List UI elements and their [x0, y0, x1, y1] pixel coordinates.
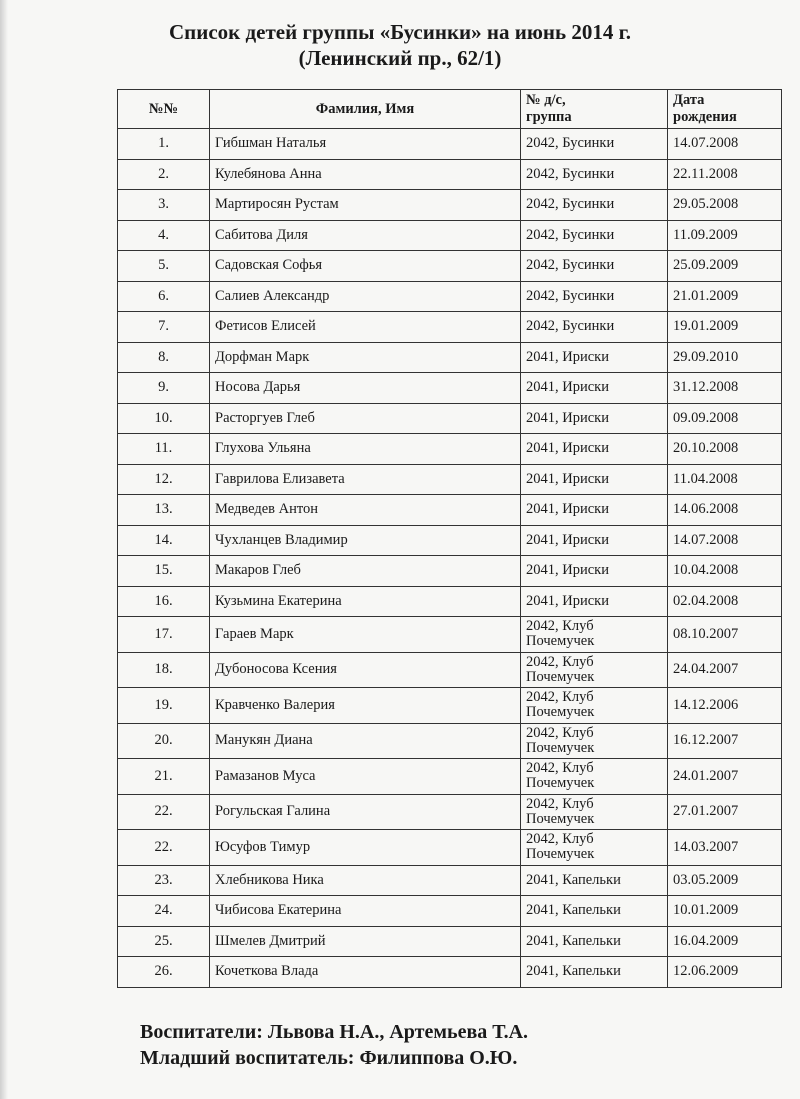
row-number: 13.: [118, 495, 210, 526]
row-number: 3.: [118, 190, 210, 221]
row-number: 20.: [118, 723, 210, 759]
group-line2: Почемучек: [526, 704, 595, 721]
row-number: 4.: [118, 220, 210, 251]
kindergarten-group: 2041, Капельки: [521, 957, 668, 988]
header-group-line1: № д/с,: [526, 92, 566, 108]
table-row: [118, 342, 782, 373]
document-title: Список детей группы «Бусинки» на июнь 2014 г.: [168, 20, 632, 44]
child-name: Гараев Марк: [210, 617, 521, 653]
header-dob-line1: Дата: [673, 92, 705, 108]
table-row: [118, 723, 782, 759]
junior-teacher-line: Младший воспитатель: Филиппова О.Ю.: [140, 1047, 518, 1069]
group-line2: Почемучек: [526, 633, 595, 650]
row-number: 16.: [118, 586, 210, 617]
row-number: 15.: [118, 556, 210, 587]
header-group: [521, 90, 668, 129]
group-line2: Почемучек: [526, 846, 595, 863]
group-line1: 2042, Клуб: [526, 760, 594, 777]
document-address: (Ленинский пр., 62/1): [298, 46, 502, 70]
group-line1: 2042, Клуб: [526, 618, 594, 635]
group-line2: Почемучек: [526, 775, 595, 792]
kindergarten-group: 2041, Ириски: [521, 556, 668, 587]
row-number: 1.: [118, 129, 210, 160]
row-number: 6.: [118, 281, 210, 312]
kindergarten-group: 2041, Капельки: [521, 865, 668, 896]
child-name: Чухланцев Владимир: [210, 525, 521, 556]
child-name: Дорфман Марк: [210, 342, 521, 373]
table-row: [118, 586, 782, 617]
row-number: 19.: [118, 688, 210, 724]
table-row: [118, 830, 782, 866]
row-number: 17.: [118, 617, 210, 653]
child-name: Сабитова Диля: [210, 220, 521, 251]
birth-date: 08.10.2007: [668, 617, 782, 653]
child-name: Садовская Софья: [210, 251, 521, 282]
kindergarten-group: 2041, Ириски: [521, 586, 668, 617]
birth-date: 14.03.2007: [668, 830, 782, 866]
table-row: [118, 556, 782, 587]
header-name: Фамилия, Имя: [210, 90, 521, 129]
table-row: [118, 617, 782, 653]
child-name: Фетисов Елисей: [210, 312, 521, 343]
birth-date: 27.01.2007: [668, 794, 782, 830]
header-group-line2: группа: [526, 109, 572, 125]
table-row: [118, 865, 782, 896]
kindergarten-group: 2042, Бусинки: [521, 190, 668, 221]
row-number: 5.: [118, 251, 210, 282]
birth-date: 24.04.2007: [668, 652, 782, 688]
kindergarten-group: 2042, Бусинки: [521, 159, 668, 190]
table-row: [118, 373, 782, 404]
table-row: [118, 926, 782, 957]
row-number: 21.: [118, 759, 210, 795]
child-name: Рогульская Галина: [210, 794, 521, 830]
kindergarten-group: 2042, Бусинки: [521, 312, 668, 343]
group-line2: Почемучек: [526, 668, 595, 685]
table-row: [118, 190, 782, 221]
birth-date: 31.12.2008: [668, 373, 782, 404]
child-name: Мартиросян Рустам: [210, 190, 521, 221]
row-number: 23.: [118, 865, 210, 896]
birth-date: 14.07.2008: [668, 129, 782, 160]
birth-date: 10.01.2009: [668, 896, 782, 927]
birth-date: 29.09.2010: [668, 342, 782, 373]
row-number: 12.: [118, 464, 210, 495]
kindergarten-group: [521, 688, 668, 724]
row-number: 10.: [118, 403, 210, 434]
kindergarten-group: 2041, Ириски: [521, 495, 668, 526]
birth-date: 14.12.2006: [668, 688, 782, 724]
table-row: [118, 652, 782, 688]
kindergarten-group: [521, 652, 668, 688]
kindergarten-group: 2042, Бусинки: [521, 281, 668, 312]
birth-date: 03.05.2009: [668, 865, 782, 896]
child-name: Кравченко Валерия: [210, 688, 521, 724]
row-number: 14.: [118, 525, 210, 556]
birth-date: 11.04.2008: [668, 464, 782, 495]
table-row: [118, 159, 782, 190]
row-number: 8.: [118, 342, 210, 373]
table-row: [118, 434, 782, 465]
kindergarten-group: 2041, Капельки: [521, 926, 668, 957]
kindergarten-group: 2041, Ириски: [521, 525, 668, 556]
group-line2: Почемучек: [526, 739, 595, 756]
birth-date: 14.07.2008: [668, 525, 782, 556]
birth-date: 09.09.2008: [668, 403, 782, 434]
header-dob-line2: рождения: [673, 109, 737, 125]
header-dob: [668, 90, 782, 129]
row-number: 22.: [118, 794, 210, 830]
child-name: Чибисова Екатерина: [210, 896, 521, 927]
child-name: Кулебянова Анна: [210, 159, 521, 190]
table-body: [118, 129, 782, 988]
child-name: Макаров Глеб: [210, 556, 521, 587]
group-line1: 2042, Клуб: [526, 795, 594, 812]
row-number: 25.: [118, 926, 210, 957]
group-line1: 2042, Клуб: [526, 831, 594, 848]
kindergarten-group: 2041, Ириски: [521, 464, 668, 495]
row-number: 7.: [118, 312, 210, 343]
child-name: Глухова Ульяна: [210, 434, 521, 465]
table-row: [118, 957, 782, 988]
table-row: [118, 688, 782, 724]
table-row: [118, 525, 782, 556]
child-name: Манукян Диана: [210, 723, 521, 759]
kindergarten-group: 2041, Ириски: [521, 434, 668, 465]
kindergarten-group: [521, 723, 668, 759]
row-number: 11.: [118, 434, 210, 465]
kindergarten-group: [521, 830, 668, 866]
child-name: Рамазанов Муса: [210, 759, 521, 795]
birth-date: 02.04.2008: [668, 586, 782, 617]
birth-date: 12.06.2009: [668, 957, 782, 988]
birth-date: 16.12.2007: [668, 723, 782, 759]
table-row: [118, 495, 782, 526]
birth-date: 20.10.2008: [668, 434, 782, 465]
table-row: [118, 759, 782, 795]
row-number: 9.: [118, 373, 210, 404]
child-name: Гаврилова Елизавета: [210, 464, 521, 495]
group-line1: 2042, Клуб: [526, 689, 594, 706]
table-row: [118, 312, 782, 343]
kindergarten-group: [521, 794, 668, 830]
birth-date: 10.04.2008: [668, 556, 782, 587]
table-row: [118, 896, 782, 927]
kindergarten-group: 2041, Ириски: [521, 403, 668, 434]
teachers-line: Воспитатели: Львова Н.А., Артемьева Т.А.: [140, 1021, 529, 1043]
kindergarten-group: [521, 617, 668, 653]
group-line1: 2042, Клуб: [526, 653, 594, 670]
kindergarten-group: 2041, Ириски: [521, 342, 668, 373]
table-row: [118, 129, 782, 160]
table-row: [118, 403, 782, 434]
row-number: 24.: [118, 896, 210, 927]
child-name: Юсуфов Тимур: [210, 830, 521, 866]
child-name: Расторгуев Глеб: [210, 403, 521, 434]
table-header-row: [118, 90, 782, 129]
child-name: Носова Дарья: [210, 373, 521, 404]
kindergarten-group: 2042, Бусинки: [521, 251, 668, 282]
child-name: Кочеткова Влада: [210, 957, 521, 988]
header-number: №№: [118, 90, 210, 129]
child-name: Медведев Антон: [210, 495, 521, 526]
row-number: 18.: [118, 652, 210, 688]
birth-date: 19.01.2009: [668, 312, 782, 343]
birth-date: 21.01.2009: [668, 281, 782, 312]
kindergarten-group: 2041, Капельки: [521, 896, 668, 927]
child-name: Кузьмина Екатерина: [210, 586, 521, 617]
birth-date: 11.09.2009: [668, 220, 782, 251]
child-name: Салиев Александр: [210, 281, 521, 312]
table-row: [118, 464, 782, 495]
child-name: Гибшман Наталья: [210, 129, 521, 160]
birth-date: 14.06.2008: [668, 495, 782, 526]
birth-date: 29.05.2008: [668, 190, 782, 221]
children-table: [117, 89, 782, 988]
birth-date: 22.11.2008: [668, 159, 782, 190]
birth-date: 16.04.2009: [668, 926, 782, 957]
group-line1: 2042, Клуб: [526, 724, 594, 741]
birth-date: 24.01.2007: [668, 759, 782, 795]
child-name: Хлебникова Ника: [210, 865, 521, 896]
child-name: Дубоносова Ксения: [210, 652, 521, 688]
kindergarten-group: 2042, Бусинки: [521, 220, 668, 251]
row-number: 2.: [118, 159, 210, 190]
group-line2: Почемучек: [526, 810, 595, 827]
kindergarten-group: 2041, Ириски: [521, 373, 668, 404]
birth-date: 25.09.2009: [668, 251, 782, 282]
table-row: [118, 794, 782, 830]
table-row: [118, 220, 782, 251]
table-row: [118, 281, 782, 312]
row-number: 26.: [118, 957, 210, 988]
scan-edge-shadow: [0, 0, 8, 1099]
child-name: Шмелев Дмитрий: [210, 926, 521, 957]
table-row: [118, 251, 782, 282]
kindergarten-group: 2042, Бусинки: [521, 129, 668, 160]
row-number: 22.: [118, 830, 210, 866]
kindergarten-group: [521, 759, 668, 795]
